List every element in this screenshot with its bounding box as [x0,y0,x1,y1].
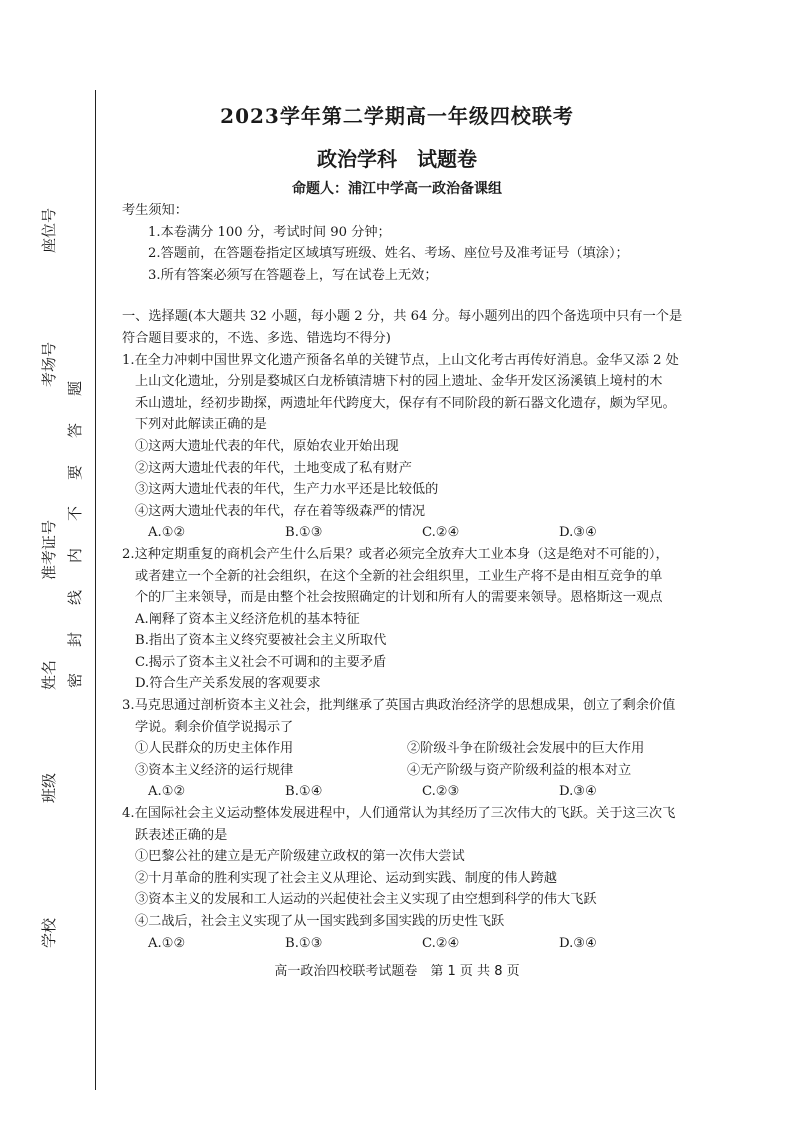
question-stem: 跃表述正确的是 [135,827,228,843]
question-4 [122,803,722,954]
notice-item: 2.答题前，在答题卷指定区域填写班级、姓名、考场、座位号及准考证号（填涂）； [148,246,629,262]
question-3 [122,695,722,803]
choice-c: C.②④ [422,525,460,541]
exam-room-field [18,342,58,452]
choice-c: C.②③ [422,784,460,800]
choice-b: B.①③ [285,525,323,541]
seat-number-label: 座位号 [40,208,58,254]
seal-char: 线 [66,589,85,606]
statement-item: ②这两大遗址代表的年代，土地变成了私有财产 [135,460,412,476]
seal-char: 封 [66,631,85,648]
question-stem: 禾山遗址，经初步勘探，两遗址年代跨度大，保存有不同阶段的新石器文化遗存，颇为罕见。 [135,395,676,411]
seat-number-field [18,208,58,318]
section-heading: 符合题目要求的，不选、多选、错选均不得分) [122,330,391,346]
seal-char: 密 [66,672,85,689]
seal-char: 要 [66,464,85,481]
exam-room-label: 考场号 [40,342,58,388]
question-stem: 学说。剩余价值学说揭示了 [135,719,294,735]
class-field [18,773,58,883]
page-footer: 高一政治四校联考试题卷 第 1 页 共 8 页 [274,964,520,979]
seal-char: 不 [66,505,85,522]
choice-d: D.③④ [559,525,597,541]
question-stem: 3.马克思通过剖析资本主义社会，批判继承了英国古典政治经济学的思想成果，创立了剩余价值 [122,698,676,714]
exam-subtitle: 政治学科 试题卷 [317,147,477,171]
statement-row [122,738,722,760]
choice-row [122,522,722,544]
exam-title: 2023学年第二学期高一年级四校联考 [220,104,574,128]
statement-item: ①人民群众的历史主体作用 [135,741,294,757]
seal-char: 题 [66,380,85,397]
statement-item: ③这两大遗址代表的年代，生产力水平还是比较低的 [135,482,439,498]
statement-item: ③资本主义的发展和工人运动的兴起使社会主义实现了由空想到科学的伟大飞跃 [135,892,597,908]
name-field [18,660,58,770]
section-heading: 一、选择题(本大题共 32 小题，每小题 2 分，共 64 分。每小题列出的四个备选项中只有一个是 [122,309,683,325]
choice-a: A.①② [148,935,186,951]
question-stem: 上山文化遗址，分别是婺城区白龙桥镇清塘下村的园上遗址、金华开发区汤溪镇上境村的木 [135,374,663,390]
question-stem: 下列对此解读正确的是 [135,417,267,433]
question-2 [122,544,722,695]
choice-a: A.阐释了资本主义经济危机的基本特征 [135,611,360,627]
statement-item: ②阶级斗争在阶级社会发展中的巨大作用 [407,741,645,757]
class-label: 班级 [40,773,58,804]
admission-number-label: 准考证号 [40,520,58,581]
seal-char: 内 [66,547,85,564]
question-stem: 2.这种定期重复的商机会产生什么后果？或者必须完全放弃大工业本身（这是绝对不可能的）， [122,546,669,562]
statement-item: ②十月革命的胜利实现了社会主义从理论、运动到实践、制度的伟人跨越 [135,870,557,886]
choice-c: C.②④ [422,935,460,951]
binding-line [95,90,96,1090]
choice-b: B.①③ [285,935,323,951]
statement-row [122,760,722,782]
name-label: 姓名 [40,660,58,691]
statement-item: ①这两大遗址代表的年代，原始农业开始出现 [135,438,399,454]
question-stem: 1.在全力冲刺中国世界文化遗产预备名单的关键节点，上山文化考古再传好消息。金华又添 2 处 [122,352,679,368]
school-label: 学校 [40,918,58,949]
choice-a: A.①② [148,525,186,541]
choice-c: C.揭示了资本主义社会不可调和的主要矛盾 [135,654,387,670]
statement-item: ④这两大遗址代表的年代，存在着等级森严的情况 [135,503,426,519]
admission-number-field [18,520,58,630]
statement-item: ④二战后，社会主义实现了从一国实践到多国实践的历史性飞跃 [135,914,505,929]
question-stem: 个的厂主来领导，而是由整个社会按照确定的计划和所有人的需要来领导。恩格斯这一观点 [135,590,663,606]
notice-item: 1.本卷满分 100 分，考试时间 90 分钟； [148,224,391,240]
exam-author: 命题人：浦江中学高一政治备课组 [292,181,502,197]
notice-heading: 考生须知： [122,203,188,218]
choice-d: D.符合生产关系发展的客观要求 [135,676,321,692]
statement-item: ①巴黎公社的建立是无产阶级建立政权的第一次伟大尝试 [135,849,465,865]
question-1 [122,350,722,544]
question-stem: 或者建立一个全新的社会组织，在这个全新的社会组织里，工业生产将不是由相互竞争的单 [135,568,663,584]
choice-b: B.①④ [285,784,323,800]
statement-item: ④无产阶级与资产阶级利益的根本对立 [407,762,632,778]
exam-content [122,200,722,954]
choice-row [122,933,722,955]
notice-item: 3.所有答案必须写在答题卷上，写在试卷上无效； [148,267,438,283]
seal-char: 答 [66,422,85,439]
choice-b: B.指出了资本主义终究要被社会主义所取代 [135,633,387,649]
choice-d: D.③④ [559,935,597,951]
question-stem: 4.在国际社会主义运动整体发展进程中，人们通常认为其经历了三次伟大的飞跃。关于这三次飞 [122,806,676,822]
choice-d: D.③④ [559,784,597,800]
statement-item: ③资本主义经济的运行规律 [135,762,294,778]
choice-a: A.①② [148,784,186,800]
choice-row [122,781,722,803]
